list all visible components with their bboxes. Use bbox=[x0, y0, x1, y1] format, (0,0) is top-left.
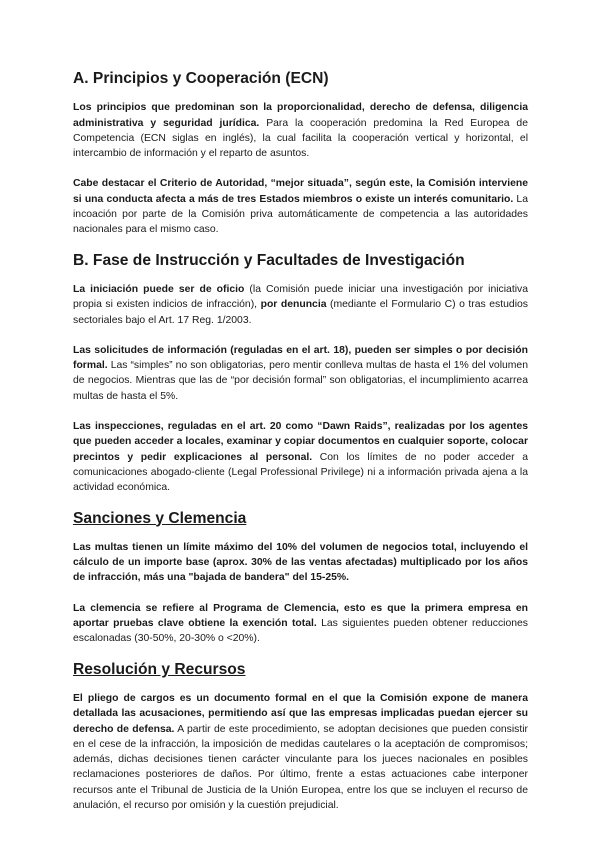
bold-text: Las inspecciones, reguladas en el art. 20 como “Dawn Raids”, realizadas por los agentes que pueden acceder a locales, examinar y copiar documentos en cualquier soporte, colocar precintos y pedir explicaciones al personal. bbox=[73, 421, 528, 463]
bold-text: Los principios que predominan son la proporcionalidad, derecho de defensa, diligencia administrativa y seguridad jurídica. bbox=[73, 102, 528, 129]
body-text: (la Comisión puede iniciar una investigación por iniciativa propia si existen indicios de infracción), bbox=[73, 283, 528, 311]
body-text: Con los límites de no poder acceder a comunicaciones abogado-cliente (Legal Professional Privilege) ni a información privada ajena a la actividad económica. bbox=[73, 451, 528, 494]
body-text: Para la cooperación predomina la Red Europea de Competencia (ECN siglas en inglés), la cual facilita la cooperación vertical y horizontal, el intercambio de información y el reparto de asuntos. bbox=[73, 117, 528, 160]
body-text: La incoación por parte de la Comisión priva automáticamente de competencia a las autoridades nacionales para el mismo caso. bbox=[73, 193, 528, 236]
section-b-paragraph-information-requests bbox=[73, 343, 528, 404]
bold-text: Cabe destacar el Criterio de Autoridad, “mejor situada”, según este, la Comisión interviene si una conducta afecta a más de tres Estados miembros o existe un interés comunitario. bbox=[73, 178, 528, 205]
bold-text: Las multas tienen un límite máximo del 10% del volumen de negocios total, incluyendo el cálculo de un importe base (aprox. 30% de las ventas afectadas) multiplicado por los años de infracción, más una "bajada de bandera" del 15-25%. bbox=[73, 541, 528, 584]
bold-text: por denuncia bbox=[260, 299, 327, 311]
section-c-paragraph-fines bbox=[73, 540, 528, 586]
bold-text: El pliego de cargos es un documento formal en el que la Comisión expone de manera detallada las acusaciones, permitiendo así que las empresas implicadas puedan ejercer su derecho de defensa. bbox=[73, 692, 528, 735]
section-a-paragraph-principles bbox=[73, 100, 528, 161]
section-a-heading: A. Principios y Cooperación (ECN) bbox=[73, 70, 329, 87]
section-a-paragraph-authority bbox=[73, 176, 528, 237]
bold-text: La clemencia se refiere al Programa de Clemencia, esto es que la primera empresa en aportar pruebas clave obtiene la exención total. bbox=[73, 602, 528, 630]
bold-text: La iniciación puede ser de oficio bbox=[73, 283, 245, 295]
bold-text: Las solicitudes de información (reguladas en el art. 18), pueden ser simples o por decisión formal. bbox=[73, 344, 528, 372]
section-b-paragraph-inspections bbox=[73, 419, 528, 495]
body-text: Las siguientes pueden obtener reducciones escalonadas (30-50%, 20-30% o <20%). bbox=[73, 618, 528, 645]
section-c-paragraph-leniency bbox=[73, 601, 528, 647]
section-b-paragraph-initiation bbox=[73, 282, 528, 328]
body-text: (mediante el Formulario C) o tras estudios sectoriales bajo el Art. 17 Reg. 1/2003. bbox=[73, 299, 528, 326]
section-d-paragraph-resolution bbox=[73, 691, 528, 813]
section-d-heading: Resolución y Recursos bbox=[73, 660, 246, 678]
body-text: A partir de este procedimiento, se adoptan decisiones que pueden consistir en el cese de la infracción, la imposición de medidas cautelares o la aceptación de compromisos; además, dichas decisiones tienen carácter vinculante para los jueces nacionales en posibles reclamaciones posteriores de daños. Por último, frente a estas actuaciones cabe interponer recursos ante el Tribunal de Justicia de la Unión Europea, entre los que se incluyen el recurso de anulación, el recurso por omisión y la cuestión prejudicial. bbox=[73, 723, 528, 811]
section-b-heading: B. Fase de Instrucción y Facultades de Investigación bbox=[73, 251, 465, 269]
body-text: Las “simples” no son obligatorias, pero mentir conlleva multas de hasta el 1% del volumen de negocios. Mientras que las de “por decisión formal” son obligatorias, el incumplimiento acarrea multas de hasta el 5%. bbox=[73, 360, 528, 402]
section-c-heading: Sanciones y Clemencia bbox=[73, 509, 247, 527]
